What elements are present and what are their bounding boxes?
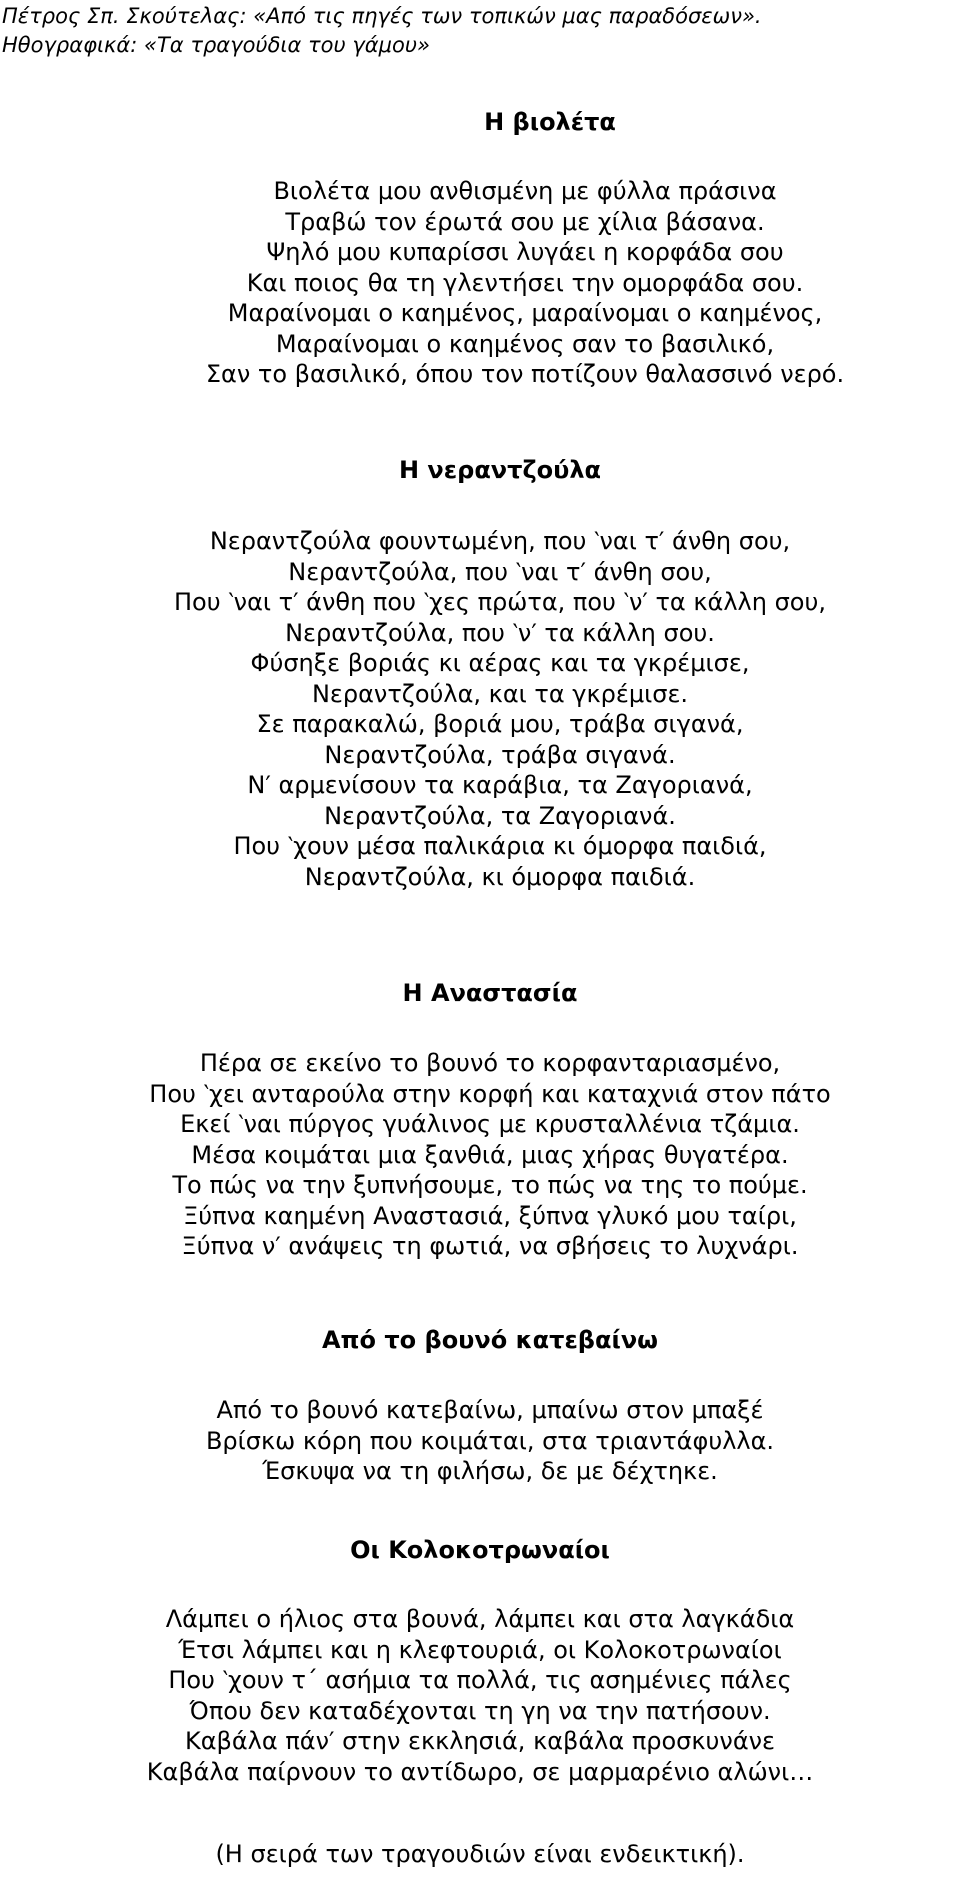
lyric-line: Καβάλα παίρνουν το αντίδωρο, σε μαρμαρένιο αλώνι… <box>146 1757 814 1786</box>
lyric-line: Που ‵ναι τ′ άνθη που ‵χες πρώτα, που ‵ν′ τα κάλλη σου, <box>173 588 826 616</box>
lyric-line: Από το βουνό κατεβαίνω, μπαίνω στον μπαξέ <box>216 1396 764 1424</box>
lyric-line: Νεραντζούλα, τράβα σιγανά. <box>324 740 676 769</box>
footer-note: (Η σειρά των τραγουδιών είναι ενδεικτική). <box>215 1840 745 1868</box>
lyric-line: Νεραντζούλα, κι όμορφα παιδιά. <box>304 862 696 891</box>
song-nerantzoula <box>0 455 960 485</box>
lyric-line: Το πώς να την ξυπνήσουμε, το πώς να της το πούμε. <box>172 1171 808 1199</box>
lyric-line: Μαραίνομαι ο καημένος σαν το βασιλικό, <box>275 329 775 358</box>
lyric-line: Ξύπνα ν′ ανάψεις τη φωτιά, να σβήσεις το λυχνάρι. <box>181 1232 799 1260</box>
song-title: Οι Κολοκοτρωναίοι <box>350 1536 610 1564</box>
lyric-line: Σε παρακαλώ, βοριά μου, τράβα σιγανά, <box>256 710 744 738</box>
song-title: Η νεραντζούλα <box>398 456 602 484</box>
lyric-line: Βρίσκω κόρη που κοιμάται, στα τριαντάφυλλα. <box>205 1426 775 1455</box>
lyric-line: Καβάλα πάν′ στην εκκλησιά, καβάλα προσκυνάνε <box>184 1727 776 1755</box>
lyric-line: Νεραντζούλα, που ‵ν′ τα κάλλη σου. <box>285 618 715 647</box>
lyric-line: Μέσα κοιμάται μια ξανθιά, μιας χήρας θυγατέρα. <box>191 1140 789 1169</box>
lyric-line: Και ποιος θα τη γλεντήσει την ομορφάδα σου. <box>246 268 804 297</box>
song-title: Η Αναστασία <box>402 979 578 1007</box>
lyric-line: Όπου δεν καταδέχονται τη γη να την πατήσουν. <box>189 1696 771 1725</box>
lyric-line: Λάμπει ο ήλιος στα βουνά, λάμπει και στα λαγκάδια <box>165 1605 795 1633</box>
lyric-line: Φύσηξε βοριάς κι αέρας και τα γκρέμισε, <box>250 649 750 677</box>
lyric-line: Ξύπνα καημένη Αναστασιά, ξύπνα γλυκό μου ταίρι, <box>183 1201 797 1230</box>
lyric-line: Πέρα σε εκείνο το βουνό το κορφανταριασμένο, <box>199 1049 781 1077</box>
song-title: Η βιολέτα <box>484 108 616 136</box>
song-kolokotronaioi <box>0 1535 960 1565</box>
song-anastasia <box>0 978 960 1008</box>
lyric-line: Νεραντζούλα, και τα γκρέμισε. <box>311 679 689 708</box>
song-lyrics <box>0 176 960 390</box>
document-header <box>2 2 762 60</box>
song-lyrics <box>0 1048 960 1262</box>
lyric-line: Μαραίνομαι ο καημένος, μαραίνομαι ο καημένος, <box>227 299 823 327</box>
lyric-line: Εκεί ‵ναι πύργος γυάλινος με κρυσταλλένια τζάμια. <box>180 1110 800 1138</box>
lyric-line: Ν′ αρμενίσουν τα καράβια, τα Ζαγοριανά, <box>247 771 753 799</box>
lyric-line: Νεραντζούλα φουντωμένη, που ‵ναι τ′ άνθη σου, <box>209 527 791 555</box>
lyric-line: Σαν το βασιλικό, όπου τον ποτίζουν θαλασσινό νερό. <box>205 360 845 388</box>
lyric-line: Που ‵χουν τ΄ ασήμια τα πολλά, τις ασημένιες πάλες <box>168 1666 792 1694</box>
lyric-line: Νεραντζούλα, τα Ζαγοριανά. <box>324 801 676 830</box>
song-title: Από το βουνό κατεβαίνω <box>321 1326 659 1354</box>
lyric-line: Που ‵χουν μέσα παλικάρια κι όμορφα παιδιά, <box>233 832 767 860</box>
song-lyrics <box>0 1604 960 1787</box>
lyric-line: Βιολέτα μου ανθισμένη με φύλλα πράσινα <box>273 177 777 205</box>
lyric-line: Ψηλό μου κυπαρίσσι λυγάει η κορφάδα σου <box>266 238 784 266</box>
header-line-section: Ηθογραφικά: «Τα τραγούδια του γάμου» <box>2 33 430 57</box>
song-lyrics <box>0 1395 960 1487</box>
header-line-source: Πέτρος Σπ. Σκούτελας: «Από τις πηγές των τοπικών μας παραδόσεων». <box>2 4 762 28</box>
song-apo-to-vouno <box>0 1325 960 1355</box>
song-lyrics <box>0 526 960 892</box>
lyric-line: Έτσι λάμπει και η κλεφτουριά, οι Κολοκοτρωναίοι <box>178 1635 782 1664</box>
lyric-line: Έσκυψα να τη φιλήσω, δε με δέχτηκε. <box>262 1457 718 1485</box>
lyric-line: Τραβώ τον έρωτά σου με χίλια βάσανα. <box>285 207 765 236</box>
lyric-line: Νεραντζούλα, που ‵ναι τ′ άνθη σου, <box>288 557 712 586</box>
lyric-line: Που ‵χει ανταρούλα στην κορφή και καταχνιά στον πάτο <box>149 1079 831 1108</box>
song-violeta <box>0 107 960 137</box>
